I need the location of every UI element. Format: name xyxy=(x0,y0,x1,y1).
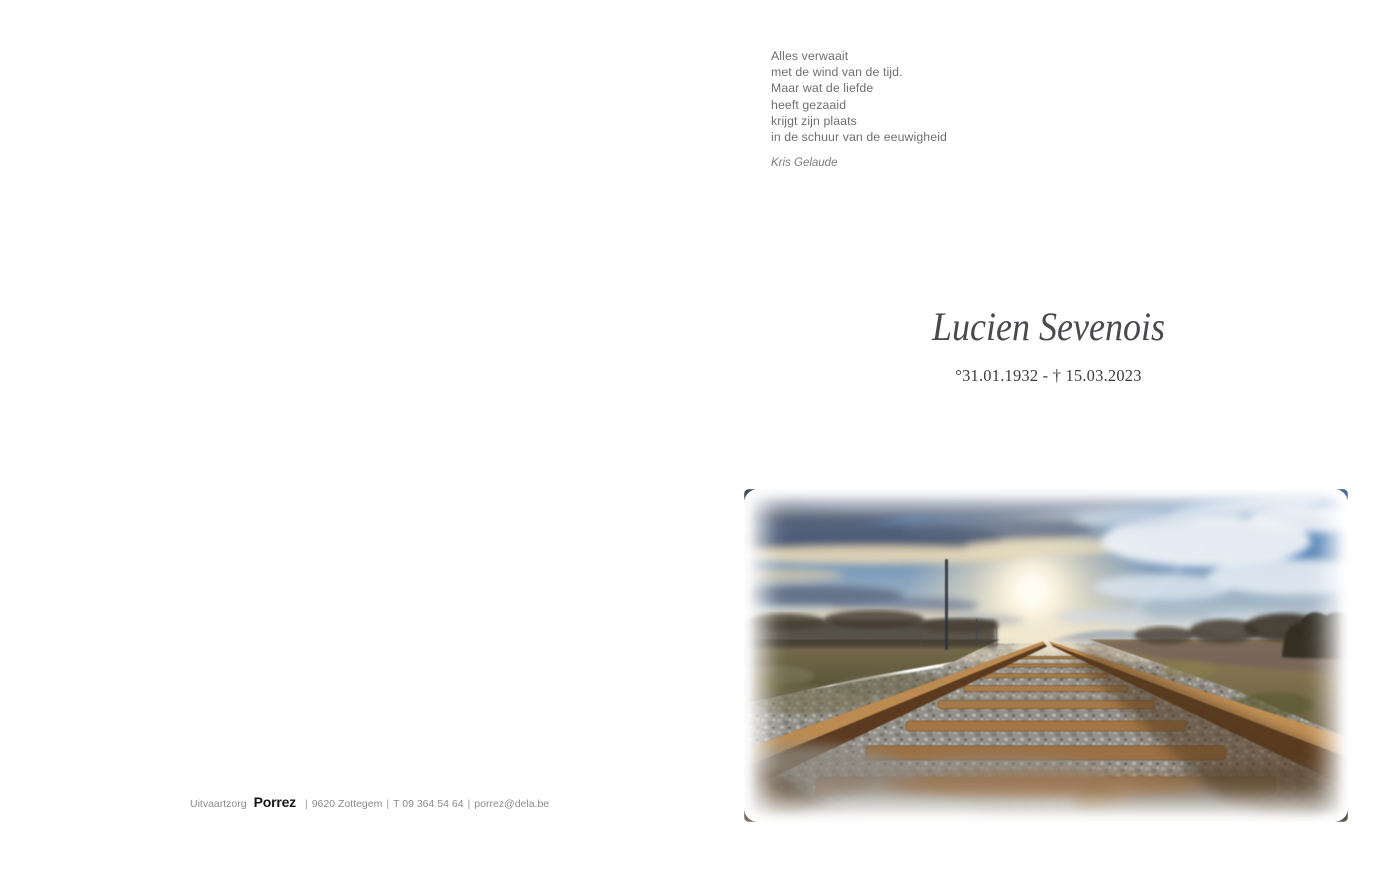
poem-attribution: Kris Gelaude xyxy=(771,157,838,169)
footer-phone: T 09 364 54 64 xyxy=(393,798,464,810)
poem-line: heeft gezaaid xyxy=(771,97,847,112)
poem-line: krijgt zijn plaats xyxy=(771,113,857,128)
footer-address: 9620 Zottegem xyxy=(311,798,383,810)
poem xyxy=(771,48,947,145)
deceased-name: Lucien Sevenois xyxy=(932,304,1165,349)
footer-prefix: Uitvaartzorg xyxy=(190,798,247,810)
railway-tracks-photo xyxy=(744,489,1348,822)
poem-line: in de schuur van de eeuwigheid xyxy=(771,130,947,145)
railway-photo-illustration xyxy=(744,489,1348,822)
footer-separator: | xyxy=(467,798,471,810)
poem-line: Maar wat de liefde xyxy=(771,81,874,96)
life-dates: °31.01.1932 - † 15.03.2023 xyxy=(955,366,1142,385)
footer-separator: | xyxy=(386,798,390,810)
funeral-home-footer xyxy=(190,794,549,810)
poem-line: Alles verwaait xyxy=(771,49,849,63)
poem-line: met de wind van de tijd. xyxy=(771,65,903,80)
footer-separator: | xyxy=(304,798,308,810)
funeral-home-brand: Porrez xyxy=(253,794,296,810)
footer-email: porrez@dela.be xyxy=(474,798,550,810)
